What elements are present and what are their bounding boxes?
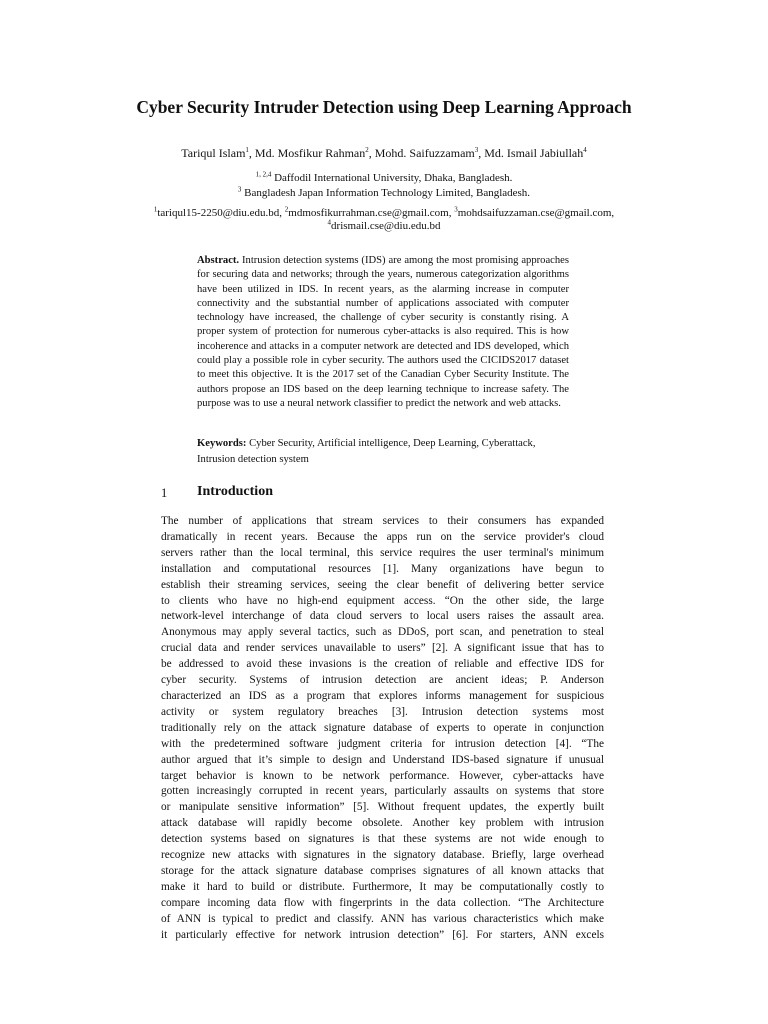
section-number: 1	[161, 486, 168, 500]
body-line: crucial data and render services unavailable to users” [2]. A significant issue that has to	[161, 642, 604, 655]
body-line: make it hard to build or distribute. Furthermore, It may be computationally costly to	[161, 880, 604, 893]
keywords	[197, 436, 569, 467]
body-line: establish their streaming services, seeing the clear benefit of delivering better service	[161, 578, 604, 591]
body-line: author argued that it’s simple to design and Understand IDS-based signature if unusual	[161, 753, 604, 766]
body-line: target behavior is known to be network performance. However, cyber-attacks have	[161, 769, 604, 782]
affiliation-sup: 1, 2,4	[255, 170, 272, 179]
author-name: Md. Mosfikur Rahman	[254, 146, 366, 160]
email-address: mdmosfikurrahman.cse@gmail.com,	[288, 207, 455, 219]
body-line: Anonymous may apply several tactics, such as DDoS, port scan, and penetration to steal	[161, 626, 604, 639]
email-list	[60, 207, 708, 233]
abstract-label: Abstract.	[197, 255, 240, 266]
email-sup: 3	[454, 205, 458, 214]
author-sup: 3	[474, 146, 479, 154]
email-sup: 2	[284, 205, 289, 214]
section-title: Introduction	[197, 484, 273, 499]
body-line: recognize new attacks with signatures in the signatory database. Briefly, large overhead	[161, 849, 604, 862]
body-line: or manipulate sensitive information” [5]. Without frequent updates, the expertly built	[161, 801, 604, 814]
email-address: mohdsaifuzzaman.cse@gmail.com,	[457, 207, 615, 219]
body-line: servers rather than the local terminal, this service requires the user terminal's minimum	[161, 546, 604, 559]
author-name: Md. Ismail Jabiullah	[484, 146, 584, 160]
email-address: drismail.cse@diu.edu.bd	[331, 220, 441, 232]
section-body	[161, 514, 604, 943]
body-line: characterized an IDS as a program that explores informs management for suspicious	[161, 689, 604, 702]
email-sup: 1	[153, 205, 158, 214]
body-line: storage for the attack signature database comprises signatures of all known attacks that	[161, 864, 604, 877]
body-line: detection systems based on signatures is that these systems are not wide enough to	[161, 833, 604, 846]
body-line: be addressed to avoid these invasions is the creation of reliable and effective IDS for	[161, 658, 604, 671]
affiliation-text: Daffodil International University, Dhaka, Bangladesh.	[274, 172, 513, 184]
abstract-text: Intrusion detection systems (IDS) are among the most promising approaches for securing data and networks; through the years, numerous categorization algorithms have been utilized in IDS. In recent years, as the alarming increase in computer connectivity and the substantial number of applications associated with computer technology have increased, the challenge of cyber security is constantly rising. A proper system of protection for numerous cyber-attacks is also required. This is how incoherence and attacks in a computer network are detected and IDS developed, which could play a possible role in cyber security. The authors used the CICIDS2017 dataset to meet this objective. It is the 2017 set of the Canadian Cyber Security Institute. The authors propose an IDS based on the deep learning technique to increase safety. The purpose was to use a neural network classifier to predict the network and web attacks.	[197, 255, 570, 409]
author-sup: 4	[583, 146, 587, 154]
body-line: activity or system regulatory breaches [3]. Intrusion detection systems most	[161, 705, 604, 718]
keywords-label: Keywords:	[197, 438, 247, 449]
email-address: tariqul15-2250@diu.edu.bd,	[157, 207, 285, 219]
body-line: gotten increasingly corrupted in recent years, particularly assaults on systems that store	[161, 785, 604, 798]
body-line: installation and computational resources [1]. Many organizations have begun to	[161, 562, 604, 575]
body-line: compare incoming data flow with fingerprints in the data collection. “The Architecture	[161, 896, 604, 909]
affiliation-text: Bangladesh Japan Information Technology Limited, Bangladesh.	[244, 187, 531, 199]
author-name: Tariqul Islam	[181, 146, 246, 160]
abstract	[197, 254, 569, 411]
body-line: it particularly effective for network intrusion detection” [6]. For starters, ANN excels	[161, 928, 604, 941]
author-list: Tariqul Islam$^1$, Md. Mosfikur Rahman$^2$, Mohd. Saifuzzamam$^3$, Md. Ismail Jabiullah$^4$	[181, 146, 587, 160]
email-sup: 4	[327, 218, 332, 227]
author-sup: 2	[365, 146, 369, 154]
body-line: cyber security. Systems of intrusion detection are ancient ideas; P. Anderson	[161, 674, 604, 687]
body-line: dramatically in recent years. Because the apps run on the service provider's cloud	[161, 530, 604, 543]
body-line: with the predetermined software judgment criteria for intrusion detection [4]. “The	[161, 737, 604, 750]
affiliation	[0, 187, 768, 199]
body-line: attack database will rapidly become obsolete. Another key problem with intrusion	[161, 817, 604, 830]
body-line: network-level interchange of data cloud servers to local users raises the assault area.	[161, 610, 604, 623]
affiliation	[0, 172, 768, 184]
author-name: Mohd. Saifuzzamam	[374, 146, 475, 160]
body-line: traditionally rely on the attack signature database of experts to operate in conjunction	[161, 721, 604, 734]
keywords-text: Cyber Security, Artificial intelligence, Deep Learning, Cyberattack, Intrusion detection system	[197, 438, 536, 465]
author-sup: 1	[245, 146, 249, 154]
body-line: of ANN is typical to predict and classify. ANN has various characteristics which make	[161, 912, 604, 925]
paper-title: Cyber Security Intruder Detection using Deep Learning Approach	[136, 97, 632, 117]
body-line: to clients who have no high-end equipment access. “On the other side, the large	[161, 594, 604, 607]
affiliation-sup: 3	[237, 185, 242, 194]
body-line: The number of applications that stream services to their consumers has expanded	[161, 515, 604, 527]
